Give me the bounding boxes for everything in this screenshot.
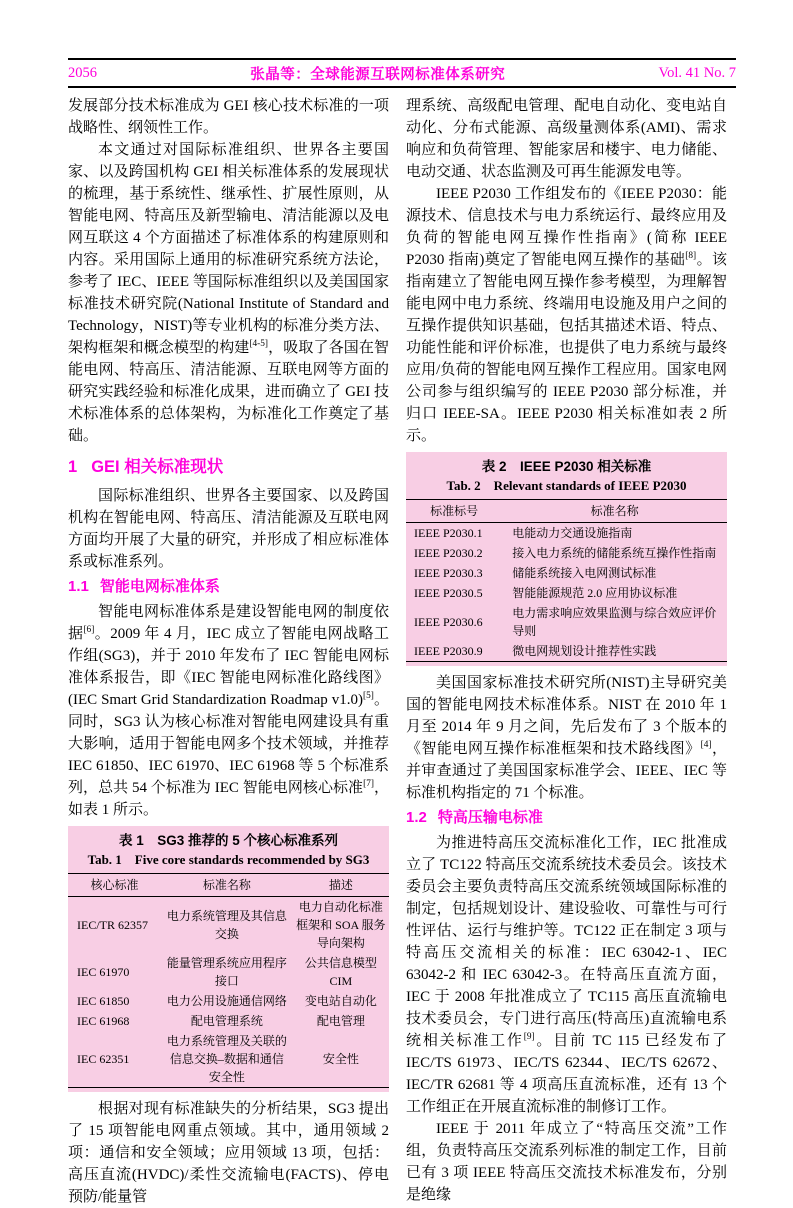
table-header-cell: 描述 [293, 874, 389, 897]
page-number: 2056 [68, 64, 97, 81]
volume-issue: Vol. 41 No. 7 [658, 64, 736, 81]
subsection-title: 特高压输电标准 [437, 809, 543, 826]
table-cell: 能量管理系统应用程序接口 [166, 956, 287, 988]
subsection-heading-1-1 [68, 576, 389, 598]
table-header-cell: 核心标准 [68, 874, 161, 897]
paragraph [68, 601, 389, 821]
table-cell: IEC 61970 [77, 965, 130, 979]
reference-superscript: [5] [362, 691, 374, 701]
reference-superscript: [4-5] [249, 339, 269, 349]
running-title: 张晶等：全球能源互联网标准体系研究 [250, 66, 506, 83]
table-cell: 公共信息模型 CIM [304, 956, 377, 988]
table-cell: IEEE P2030.1 [414, 526, 483, 540]
text-run: ，并审查通过了美国国家标准学会、IEEE、IEC 等标准机构指定的 71 个标准。 [406, 741, 727, 801]
reference-superscript: [6] [83, 625, 95, 635]
paragraph [68, 139, 389, 447]
subsection-number: 1.2 [406, 809, 427, 826]
reference-superscript: [4] [700, 740, 712, 750]
text-run: 美国国家标准技术研究所(NIST)主导研究美国的智能电网技术标准体系。NIST 在 2010 年 1 月至 2014 年 9 月之间，先后发布了 3 个版本的《智能电网互操作标准框架和技术路线图》 [406, 675, 727, 757]
table-cell: 电力系统管理及其信息交换 [166, 909, 287, 941]
table-row [406, 523, 727, 544]
text-run: 。2009 年 4 月，IEC 成立了智能电网战略工作组(SG3)，并于 2010 年发布了 IEC 智能电网标准体系报告，即《IEC 智能电网标准化路线图》(IEC Smart Grid Standardization Roadmap v1.0) [68, 626, 389, 708]
reference-superscript: [8] [685, 251, 697, 261]
reference-superscript: [7] [363, 779, 374, 789]
table-cell: IEEE P2030.6 [414, 615, 483, 629]
paragraph [406, 672, 727, 804]
table-header-cell: 标准名称 [502, 500, 727, 523]
table-header-row [406, 500, 727, 523]
table-cell: IEEE P2030.3 [414, 566, 483, 580]
text-run: 。目前 TC 115 已经发布了 IEC/TS 61973、IEC/TS 62344、IEC/TS 62672、IEC/TR 62681 等 4 项高压直流标准，还有 13 个工作组正在开展直流标准的制修订工作。 [406, 1033, 727, 1115]
table-row [406, 563, 727, 583]
table-cell: 电力需求响应效果监测与综合效应评价导则 [512, 606, 717, 638]
running-head [68, 58, 736, 88]
table-header-cell: 标准名称 [161, 874, 293, 897]
paragraph: 根据对现有标准缺失的分析结果，SG3 提出了 15 项智能电网重点领域。其中，通用领域 2 项：通信和安全领域；应用领域 13 项，包括：高压直流(HVDC)/柔性交流输电(FACTS)、停电预防/能量管 [68, 1101, 389, 1205]
paragraph: IEEE 于 2011 年成立了“特高压交流”工作组，负责特高压交流系列标准的制定工作，目前已有 3 项 IEEE 特高压交流技术标准发布，分别是绝缘 [406, 1121, 727, 1203]
table-cell: 配电管理 [316, 1014, 365, 1028]
table-2-caption-en: Tab. 2 Relevant standards of IEEE P2030 [446, 478, 687, 493]
subsection-number: 1.1 [68, 578, 89, 595]
table-cell: 配电管理系统 [190, 1014, 263, 1028]
table-header-row [68, 874, 389, 897]
text-run: IEEE P2030 工作组发布的《IEEE P2030：能源技术、信息技术与电力系统运行、最终应用及负荷的智能电网互操作性指南》(简称 IEEE P2030 指南)奠定了智能电网互操作的基础 [406, 186, 727, 268]
right-column [406, 95, 727, 1208]
table-cell: IEEE P2030.9 [414, 644, 483, 658]
table-cell: IEC 62351 [77, 1052, 130, 1066]
table-cell: IEC 61850 [77, 994, 130, 1008]
paragraph [406, 832, 727, 1118]
subsection-title: 智能电网标准体系 [99, 578, 220, 595]
left-column [68, 95, 389, 1208]
table-2 [406, 499, 727, 662]
table-cell: 微电网规划设计推荐性实践 [512, 644, 657, 658]
table-2-caption-zh: 表 2 IEEE P2030 相关标准 [481, 459, 652, 474]
text-run: 智能电网标准体系是建设智能电网的制度依据 [68, 604, 389, 642]
section-heading-1 [68, 456, 389, 478]
section-title: GEI 相关标准现状 [91, 458, 224, 476]
paragraph: 理系统、高级配电管理、配电自动化、变电站自动化、分布式能源、高级量测体系(AMI)、需求响应和负荷管理、智能家居和楼宇、电力储能、电动交通、状态监测及可再生能源发电等。 [406, 98, 727, 180]
table-row [68, 991, 389, 1011]
table-cell: 智能能源规范 2.0 应用协议标准 [512, 586, 678, 600]
table-row [68, 897, 389, 954]
reference-superscript: [9] [523, 1032, 535, 1042]
text-run: ，吸取了各国在智能电网、特高压、清洁能源、互联电网等方面的研究实践经验和标准化成果，进而确立了 GEI 技术标准体系的总体架构，为标准化工作奠定了基础。 [68, 340, 389, 444]
table-1-caption-en: Tab. 1 Five core standards recommended by SG3 [87, 852, 370, 867]
table-1-caption-zh: 表 1 SG3 推荐的 5 个核心标准系列 [118, 833, 339, 848]
text-run: 为推进特高压交流标准化工作，IEC 批准成立了 TC122 特高压交流系统技术委员会。该技术委员会主要负责特高压交流系统领域国际标准的制定，包括规划设计、建设验收、可靠性与可行性评估、运行与维护等。TC122 正在制定 3 项与特高压交流相关的标准：IEC 63042-1、IEC 63042-2 和 IEC 63042-3。在特高压直流方面，IEC 于 2008 年批准成立了 TC115 高压直流输电技术委员会，专门进行高压(特高压)直流输电系统相关标准工作 [406, 835, 727, 1049]
paragraph: 国际标准组织、世界各主要国家、以及跨国机构在智能电网、特高压、清洁能源及互联电网方面均开展了大量的研究，并形成了相应标准体系或标准系列。 [68, 488, 389, 570]
table-cell: 电能动力交通设施指南 [512, 526, 633, 540]
table-row [68, 1011, 389, 1031]
table-cell: 接入电力系统的储能系统互操作性指南 [512, 546, 717, 560]
text-run: 。同时，SG3 认为核心标准对智能电网建设具有重大影响，适用于智能电网多个技术领域，并推荐 IEC 61850、IEC 61970、IEC 61968 等 5 个标准系列，总共 54 个标准为 IEC 智能电网核心标准 [68, 692, 389, 796]
paragraph: 发展部分技术标准成为 GEI 核心技术标准的一项战略性、纲领性工作。 [68, 98, 389, 136]
table-header-cell: 标准标号 [406, 500, 502, 523]
table-cell: 安全性 [322, 1052, 359, 1066]
subsection-heading-1-2 [406, 807, 727, 829]
table-cell: IEEE P2030.5 [414, 586, 483, 600]
table-cell: IEC 61968 [77, 1014, 130, 1028]
table-row [68, 1031, 389, 1088]
text-run: ，如表 1 所示。 [68, 780, 389, 818]
table-cell: 变电站自动化 [304, 994, 377, 1008]
table-row [406, 583, 727, 603]
table-row [406, 641, 727, 662]
table-row [406, 543, 727, 563]
table-cell: IEEE P2030.2 [414, 546, 483, 560]
paragraph [406, 183, 727, 447]
two-column-body [68, 95, 736, 1208]
table-cell: 电力公用设施通信网络 [166, 994, 287, 1008]
table-row [68, 953, 389, 991]
table-2-block [406, 452, 727, 666]
text-run: 。该指南建立了智能电网互操作参考模型，为理解智能电网中电力系统、终端用电设施及用户之间的互操作提供知识基础，包括其描述术语、特点、功能性能和评价标准，也提供了电力系统与最终应用/负荷的智能电网互操作工程应用。国家电网公司参与组织编写的 IEEE P2030 部分标准，并归口 IEEE-SA。IEEE P2030 相关标准如表 2 所示。 [406, 252, 727, 444]
table-cell: 电力自动化标准框架和 SOA 服务导向架构 [296, 900, 386, 950]
table-row [406, 603, 727, 641]
table-1-block [68, 826, 389, 1092]
table-cell: 电力系统管理及关联的信息交换–数据和通信安全性 [166, 1034, 287, 1084]
table-1 [68, 873, 389, 1088]
table-cell: 储能系统接入电网测试标准 [512, 566, 657, 580]
text-run: 本文通过对国际标准组织、世界各主要国家、以及跨国机构 GEI 相关标准体系的发展现状的梳理，基于系统性、继承性、扩展性原则，从智能电网、特高压及新型输电、清洁能源以及电网互联这 4 个方面描述了标准体系的构建原则和内容。采用国际上通用的标准研究系统方法论，参考了 IEC、IEEE 等国际标准组织以及美国国家标准技术研究院(National Institute of Standard and Technology，NIST)等专业机构的标准分类方法、架构框架和概念模型的构建 [68, 142, 389, 356]
section-number: 1 [68, 458, 78, 476]
table-cell: IEC/TR 62357 [77, 918, 148, 932]
